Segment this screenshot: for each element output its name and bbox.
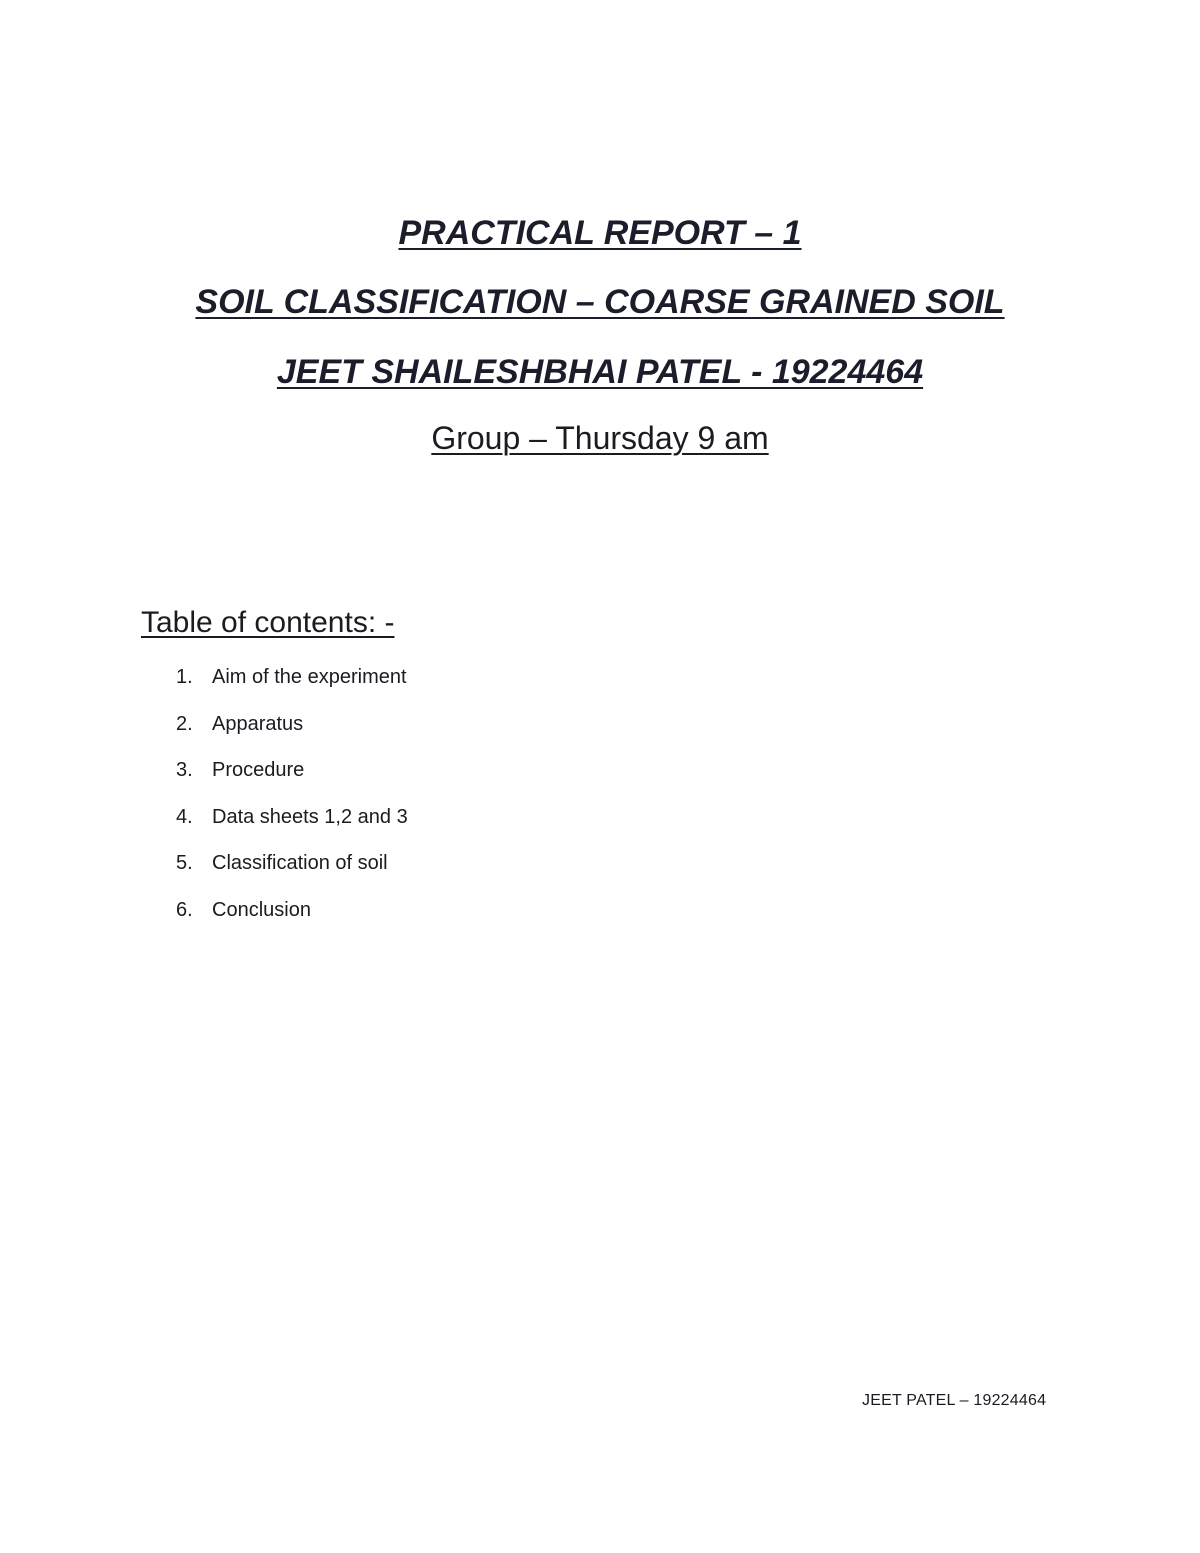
toc-heading: Table of contents: -: [141, 606, 395, 639]
toc-item-label: Aim of the experiment: [212, 666, 407, 688]
toc-item-number: 5.: [176, 852, 193, 875]
report-group: Group – Thursday 9 am: [431, 420, 769, 456]
toc-item-label: Data sheets 1,2 and 3: [212, 805, 408, 828]
toc-item-label: Classification of soil: [212, 852, 388, 875]
toc-item-label: Apparatus: [212, 712, 304, 735]
toc-item-number: 1.: [176, 666, 193, 688]
page-footer: JEET PATEL – 19224464: [862, 1392, 1047, 1409]
toc-item-number: 4.: [176, 805, 193, 828]
report-author: JEET SHAILESHBHAI PATEL - 19224464: [276, 353, 924, 391]
toc-item-label: Procedure: [212, 759, 305, 782]
report-title: PRACTICAL REPORT – 1: [398, 214, 802, 252]
toc-item-number: 2.: [176, 712, 193, 735]
toc-item-number: 3.: [176, 759, 193, 782]
toc-item-label: Conclusion: [212, 898, 311, 921]
toc-item-number: 6.: [176, 898, 193, 921]
report-subtitle: SOIL CLASSIFICATION – COARSE GRAINED SOIL: [195, 283, 1005, 321]
